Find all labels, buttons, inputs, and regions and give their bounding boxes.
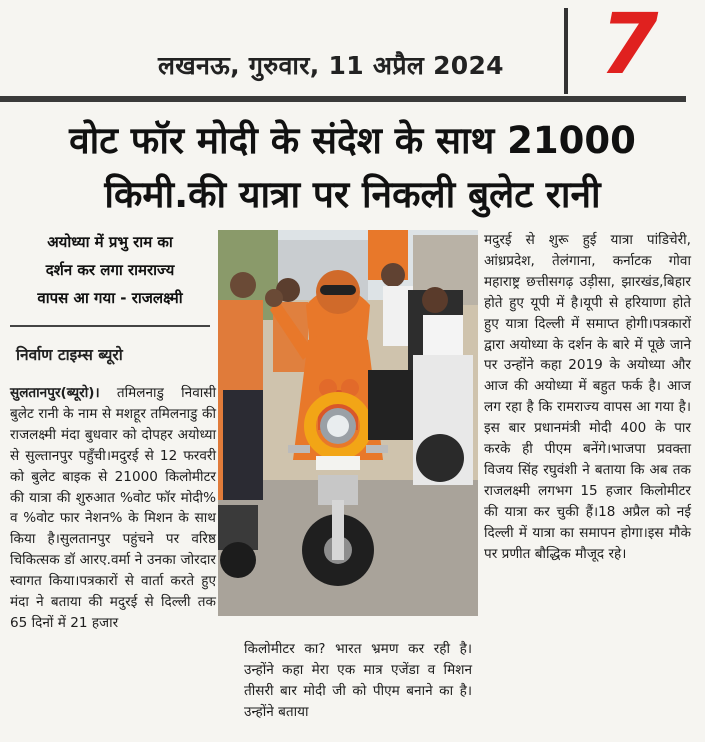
masthead-rule	[0, 96, 686, 102]
column-1-text: तमिलनाडु निवासी बुलेट रानी के नाम से मशहूर तमिलनाडु की राजलक्ष्मी मंदा बुधवार को दोपहर अयोध्या से सुल्तानपुर पहुँची।मदुरई से 12 फरवरी को बुलेट बाइक से 21000 किलोमीटर की यात्रा की शुरुआत %वोट फॉर मोदी% व %वोट फार नेशन% के मिशन के साथ किया है।सुलतानपुर पहुंचने पर वरिष्ठ चिकित्सक डॉ आरए.वर्मा ने उनका जोरदार स्वागत किया।पत्रकारों से वार्ता करते हुए मंदा ने बताया की मदुरई से दिल्ली तक 65 दिनों में 21 हजार	[10, 385, 216, 631]
article-column-2: किलोमीटर का? भारत भ्रमण कर रही है। उन्होंने कहा मेरा एक मात्र एजेंडा व मिशन तीसरी बार मोदी जी को पीएम बनाने का है।उन्होंने बताया	[244, 641, 472, 720]
photo-illustration	[218, 230, 478, 616]
subhead-line-2: दर्शन कर लगा रामराज्य	[45, 261, 175, 279]
dateline-lead: सुलतानपुर(ब्यूरो)।	[10, 385, 100, 401]
dateline: लखनऊ, गुरुवार, 11 अप्रैल 2024	[158, 51, 504, 80]
byline: निर्वाण टाइम्स ब्यूरो	[16, 346, 123, 364]
subhead-line-3: वापस आ गया - राजलक्ष्मी	[37, 289, 183, 307]
subhead-rule	[10, 325, 210, 327]
article-column-3: मदुरई से शुरू हुई यात्रा पांडिचेरी, आंध्रप्रदेश, तेलंगाना, कर्नाटक गोवा महाराष्ट्र छत्तीसगढ़ उड़ीसा, झारखंड,बिहार होते हुए यूपी में है।यूपी से हरियाणा होते हुए यात्रा दिल्ली में समाप्त होगी।पत्रकारों द्वारा अयोध्या के दर्शन के बारे में पूछे जाने पर उन्होंने कहा 2019 के अयोध्या और आज की अयोध्या में बहुत फर्क है। आज लग रहा है कि रामराज्य वापस आ गया है। इस बार प्रधानमंत्री मोदी 400 के पार करके ही पीएम बनेंगे।भाजपा प्रवक्ता विजय सिंह रघुवंशी ने बताया कि अब तक राजलक्ष्मी लगभग 15 हजार किलोमीटर की यात्रा कर चुकी हैं।18 अप्रैल को नई दिल्ली में यात्रा का समापन होगा।इस मौके पर प्रणीत बौद्धिक मौजूद रहे।	[484, 232, 691, 562]
page-number: 7	[600, 0, 659, 93]
headline-line-1: वोट फॉर मोदी के संदेश के साथ 21000	[69, 119, 636, 162]
headline-line-2: किमी.की यात्रा पर निकली बुलेट रानी	[104, 173, 601, 216]
subhead-line-1: अयोध्या में प्रभु राम का	[47, 233, 173, 251]
subheadline	[10, 228, 210, 312]
masthead-divider	[564, 8, 568, 94]
news-photo	[218, 230, 478, 616]
article-column-1	[10, 383, 216, 634]
headline	[0, 114, 705, 222]
